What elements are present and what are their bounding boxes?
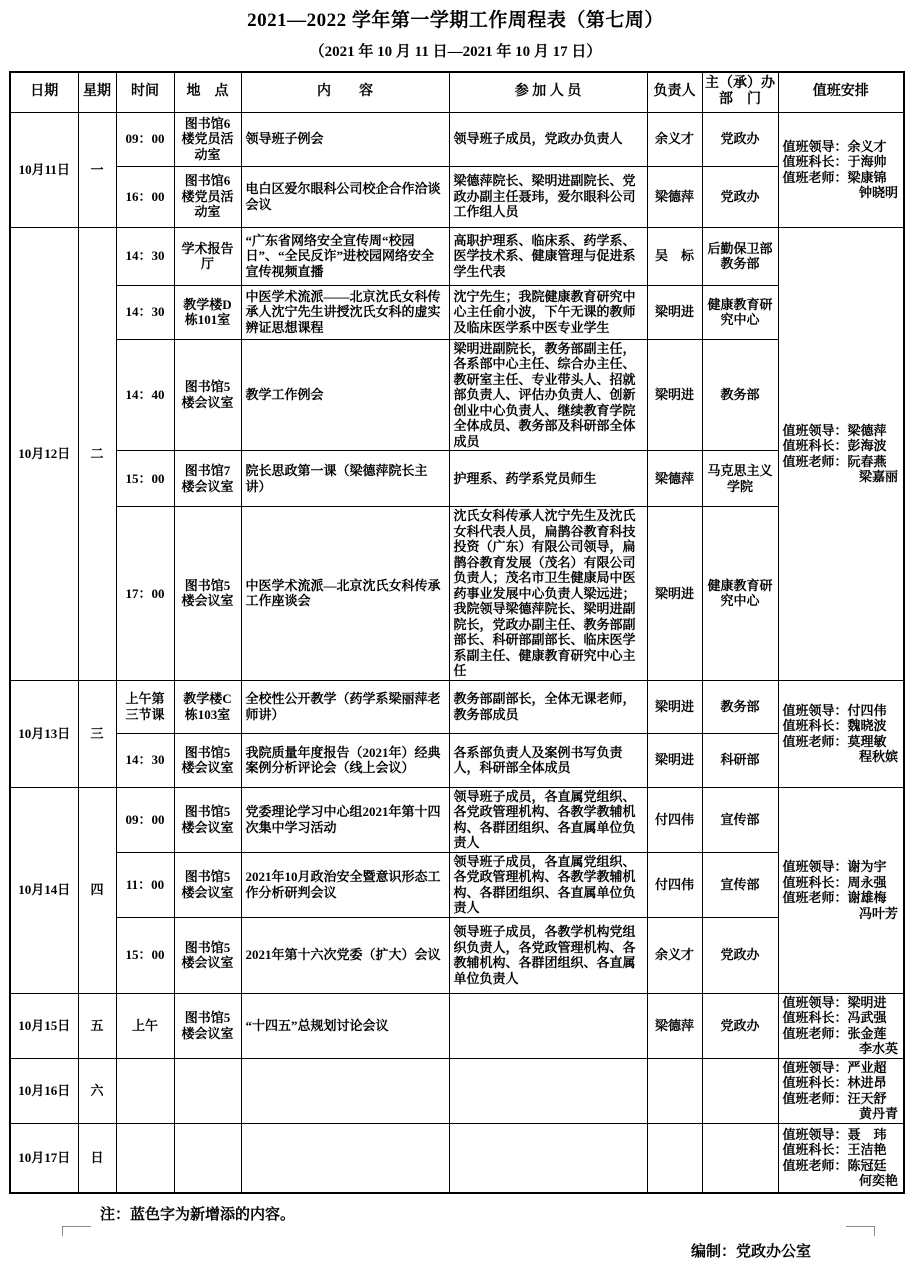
- week-cell: 四: [78, 787, 116, 993]
- content-cell: 党委理论学习中心组2021年第十四次集中学习活动: [241, 787, 449, 852]
- duty-leader: 值班领导：梁明进: [782, 994, 887, 1010]
- col-header-content: 内 容: [241, 72, 449, 112]
- date-cell: 10月15日: [10, 993, 78, 1058]
- duty-teacher2: 梁嘉丽: [858, 469, 898, 484]
- leader-cell: 梁德萍: [647, 993, 702, 1058]
- place-cell: 图书馆5楼会议室: [174, 993, 241, 1058]
- date-cell: 10月16日: [10, 1058, 78, 1123]
- content-cell: “广东省网络安全宣传周“校园日”、“全民反诈”进校园网络安全宣传视频直播: [241, 227, 449, 285]
- col-header-leader: 负责人: [647, 72, 702, 112]
- leader-cell: [647, 1123, 702, 1193]
- page-title: 2021—2022 学年第一学期工作周程表（第七周）: [247, 10, 664, 31]
- dept-cell: 党政办: [702, 166, 778, 227]
- leader-cell: 付四伟: [647, 787, 702, 852]
- place-cell: 图书馆5楼会议室: [174, 787, 241, 852]
- table-row: [10, 733, 904, 787]
- duty-leader: 值班领导：聂 玮: [782, 1126, 887, 1142]
- place-cell: 图书馆6楼党员活动室: [174, 112, 241, 166]
- duty-chief: 值班科长：林进昂: [782, 1075, 887, 1090]
- place-cell: 教学楼D栋101室: [174, 285, 241, 339]
- leader-cell: 吴 标: [647, 227, 702, 285]
- leader-cell: 梁明进: [647, 507, 702, 681]
- duty-leader: 值班领导：严业超: [782, 1059, 887, 1075]
- date-cell: 10月17日: [10, 1123, 78, 1193]
- duty-cell: [778, 112, 904, 227]
- content-cell: 2021年10月政治安全暨意识形态工作分析研判会议: [241, 852, 449, 917]
- time-cell: 上午: [116, 993, 174, 1058]
- leader-cell: [647, 1058, 702, 1123]
- place-cell: 图书馆5楼会议室: [174, 507, 241, 681]
- time-cell: 17：00: [116, 507, 174, 681]
- time-cell: [116, 1058, 174, 1123]
- table-row: [10, 852, 904, 917]
- dept-cell: 党政办: [702, 917, 778, 993]
- duty-teacher: 值班老师：陈冠廷: [782, 1157, 887, 1173]
- table-row: [10, 339, 904, 451]
- place-cell: 图书馆7楼会议室: [174, 451, 241, 507]
- page-subtitle: （2021 年 10 月 11 日—2021 年 10 月 17 日）: [309, 44, 602, 60]
- col-header-dept-line2: 部 门: [719, 92, 761, 108]
- dept-cell: 健康教育研究中心: [702, 285, 778, 339]
- time-cell: 09：00: [116, 787, 174, 852]
- dept-cell: 党政办: [702, 993, 778, 1058]
- col-header-week: 星期: [78, 72, 116, 112]
- content-cell: 2021年第十六次党委（扩大）会议: [241, 917, 449, 993]
- time-cell: 15：00: [116, 917, 174, 993]
- dept-cell: [702, 1058, 778, 1123]
- schedule-table: [9, 71, 905, 1194]
- duty-chief: 值班科长：冯武强: [782, 1010, 887, 1025]
- duty-cell: [778, 787, 904, 993]
- duty-teacher2: 钟晓明: [858, 185, 898, 200]
- week-cell: 日: [78, 1123, 116, 1193]
- place-cell: 图书馆5楼会议室: [174, 339, 241, 451]
- leader-cell: 梁明进: [647, 339, 702, 451]
- time-cell: 15：00: [116, 451, 174, 507]
- duty-teacher: 值班老师：梁康锦: [782, 169, 887, 185]
- table-row: [10, 787, 904, 852]
- col-header-dept: [702, 72, 778, 112]
- dept-cell: [702, 1123, 778, 1193]
- leader-cell: 梁明进: [647, 680, 702, 733]
- content-cell: “十四五”总规划讨论会议: [241, 993, 449, 1058]
- dept-cell: 健康教育研究中心: [702, 507, 778, 681]
- table-row: [10, 451, 904, 507]
- place-cell: 教学楼C栋103室: [174, 680, 241, 733]
- time-cell: 14：30: [116, 733, 174, 787]
- participants-cell: 领导班子成员，各教学机构党组织负责人，各党政管理机构、各教辅机构、各群团组织、各直属单位负责人: [449, 917, 647, 993]
- table-row: [10, 112, 904, 166]
- leader-cell: 余义才: [647, 112, 702, 166]
- week-cell: 六: [78, 1058, 116, 1123]
- participants-cell: [449, 1123, 647, 1193]
- table-row: [10, 1123, 904, 1193]
- duty-chief: 值班科长：彭海波: [782, 438, 887, 453]
- place-cell: 图书馆6楼党员活动室: [174, 166, 241, 227]
- col-header-participants: 参 加 人 员: [449, 72, 647, 112]
- duty-leader: 值班领导：付四伟: [782, 702, 887, 718]
- content-cell: [241, 1123, 449, 1193]
- content-cell: 中医学术流派—北京沈氏女科传承工作座谈会: [241, 507, 449, 681]
- duty-chief: 值班科长：王洁艳: [782, 1142, 887, 1158]
- content-cell: 我院质量年度报告（2021年）经典案例分析评论会（线上会议）: [241, 733, 449, 787]
- col-header-date: 日期: [10, 72, 78, 112]
- footnote: 注：蓝色字为新增添的内容。: [100, 1207, 296, 1223]
- date-cell: 10月11日: [10, 112, 78, 227]
- participants-cell: 各系部负责人及案例书写负责人，科研部全体成员: [449, 733, 647, 787]
- duty-teacher: 值班老师：张金莲: [782, 1025, 887, 1041]
- participants-cell: 沈宁先生；我院健康教育研究中心主任俞小波，下午无课的教师及临床医学系中医专业学生: [449, 285, 647, 339]
- duty-cell: [778, 1123, 904, 1193]
- table-row: [10, 1058, 904, 1123]
- place-cell: 学术报告厅: [174, 227, 241, 285]
- content-cell: 教学工作例会: [241, 339, 449, 451]
- time-cell: 09：00: [116, 112, 174, 166]
- participants-cell: [449, 1058, 647, 1123]
- place-cell: 图书馆5楼会议室: [174, 917, 241, 993]
- content-cell: 全校性公开教学（药学系梁丽萍老师讲）: [241, 680, 449, 733]
- duty-teacher2: 黄丹青: [858, 1106, 898, 1121]
- table-row: [10, 917, 904, 993]
- credit-line: 编制：党政办公室: [690, 1244, 811, 1260]
- duty-teacher2: 冯叶芳: [858, 905, 898, 921]
- leader-cell: 梁德萍: [647, 451, 702, 507]
- duty-teacher: 值班老师：阮春燕: [782, 453, 887, 469]
- duty-chief: 值班科长：魏晓波: [782, 718, 887, 733]
- duty-leader: 值班领导：梁德萍: [782, 422, 887, 438]
- place-cell: [174, 1123, 241, 1193]
- dept-cell: 宣传部: [702, 852, 778, 917]
- dept-cell: 宣传部: [702, 787, 778, 852]
- duty-teacher: 值班老师：谢雄梅: [782, 890, 887, 905]
- participants-cell: 护理系、药学系党员师生: [449, 451, 647, 507]
- date-cell: 10月12日: [10, 227, 78, 680]
- participants-cell: 梁德萍院长、梁明进副院长、党政办副主任聂玮，爱尔眼科公司工作组人员: [449, 166, 647, 227]
- dept-cell: 党政办: [702, 112, 778, 166]
- place-cell: 图书馆5楼会议室: [174, 852, 241, 917]
- time-cell: 11：00: [116, 852, 174, 917]
- content-cell: [241, 1058, 449, 1123]
- dept-cell: 教务部: [702, 339, 778, 451]
- table-row: [10, 285, 904, 339]
- leader-cell: 余义才: [647, 917, 702, 993]
- time-cell: 14：30: [116, 285, 174, 339]
- participants-cell: [449, 993, 647, 1058]
- time-cell: 14：30: [116, 227, 174, 285]
- dept-cell: 后勤保卫部教务部: [702, 227, 778, 285]
- duty-cell: [778, 993, 904, 1058]
- table-row: [10, 507, 904, 681]
- week-cell: 三: [78, 680, 116, 787]
- col-header-dept-line1: 主（承）办: [705, 76, 775, 92]
- participants-cell: 教务部副部长，全体无课老师，教务部成员: [449, 680, 647, 733]
- place-cell: [174, 1058, 241, 1123]
- dept-cell: 科研部: [702, 733, 778, 787]
- duty-cell: [778, 227, 904, 680]
- participants-cell: 领导班子成员，各直属党组织、各党政管理机构、各教学教辅机构、各群团组织、各直属单位负责人: [449, 852, 647, 917]
- col-header-place: 地 点: [174, 72, 241, 112]
- content-cell: 电白区爱尔眼科公司校企合作洽谈会议: [241, 166, 449, 227]
- leader-cell: 梁德萍: [647, 166, 702, 227]
- date-cell: 10月14日: [10, 787, 78, 993]
- time-cell: 上午第三节课: [116, 680, 174, 733]
- date-cell: 10月13日: [10, 680, 78, 787]
- table-row: [10, 227, 904, 285]
- time-cell: 16：00: [116, 166, 174, 227]
- duty-teacher: 值班老师：莫理敏: [782, 733, 887, 749]
- week-cell: 一: [78, 112, 116, 227]
- duty-chief: 值班科长：周永强: [782, 874, 887, 890]
- page-margin-mark-right: [846, 1226, 875, 1236]
- content-cell: 领导班子例会: [241, 112, 449, 166]
- page-margin-mark-left: [62, 1226, 91, 1236]
- duty-leader: 值班领导：余义才: [782, 138, 887, 154]
- dept-cell: 教务部: [702, 680, 778, 733]
- table-row: [10, 680, 904, 733]
- time-cell: 14：40: [116, 339, 174, 451]
- duty-cell: [778, 680, 904, 787]
- content-cell: 院长思政第一课（梁德萍院长主讲）: [241, 451, 449, 507]
- duty-teacher2: 李水英: [858, 1041, 898, 1056]
- leader-cell: 梁明进: [647, 733, 702, 787]
- duty-cell: [778, 1058, 904, 1123]
- participants-cell: 领导班子成员，党政办负责人: [449, 112, 647, 166]
- dept-cell: 马克思主义学院: [702, 451, 778, 507]
- week-cell: 五: [78, 993, 116, 1058]
- participants-cell: 高职护理系、临床系、药学系、医学技术系、健康管理与促进系学生代表: [449, 227, 647, 285]
- content-cell: 中医学术流派——北京沈氏女科传承人沈宁先生讲授沈氏女科的虚实辨证思想课程: [241, 285, 449, 339]
- participants-cell: 沈氏女科传承人沈宁先生及沈氏女科代表人员，扁鹊谷教育科技投资（广东）有限公司领导，扁鹊谷教育发展（茂名）有限公司负责人；茂名市卫生健康局中医药事业发展中心负责人梁远进；我院领导梁德萍院长、梁明进副院长，党政办副主任、教务部副部长、科研部副部长、临床医学系副主任、健康教育研究中心主任: [449, 507, 647, 681]
- col-header-time: 时间: [116, 72, 174, 112]
- duty-leader: 值班领导：谢为宇: [782, 859, 887, 874]
- duty-teacher: 值班老师：汪天舒: [782, 1090, 887, 1106]
- table-row: [10, 166, 904, 227]
- leader-cell: 付四伟: [647, 852, 702, 917]
- place-cell: 图书馆5楼会议室: [174, 733, 241, 787]
- week-cell: 二: [78, 227, 116, 680]
- header-row: [10, 72, 904, 112]
- participants-cell: 梁明进副院长，教务部副主任，各系部中心主任、综合办主任、教研室主任、专业带头人、招就部负责人、评估办负责人、创新创业中心负责人、继续教育学院全体成员、教务部及科研部全体成员: [449, 339, 647, 451]
- leader-cell: 梁明进: [647, 285, 702, 339]
- col-header-duty: 值班安排: [778, 72, 904, 112]
- duty-teacher2: 程秋嫔: [858, 749, 898, 764]
- table-row: [10, 993, 904, 1058]
- duty-chief: 值班科长：于海帅: [782, 154, 887, 169]
- time-cell: [116, 1123, 174, 1193]
- duty-teacher2: 何奕艳: [858, 1173, 898, 1189]
- participants-cell: 领导班子成员，各直属党组织、各党政管理机构、各教学教辅机构、各群团组织、各直属单位负责人: [449, 787, 647, 852]
